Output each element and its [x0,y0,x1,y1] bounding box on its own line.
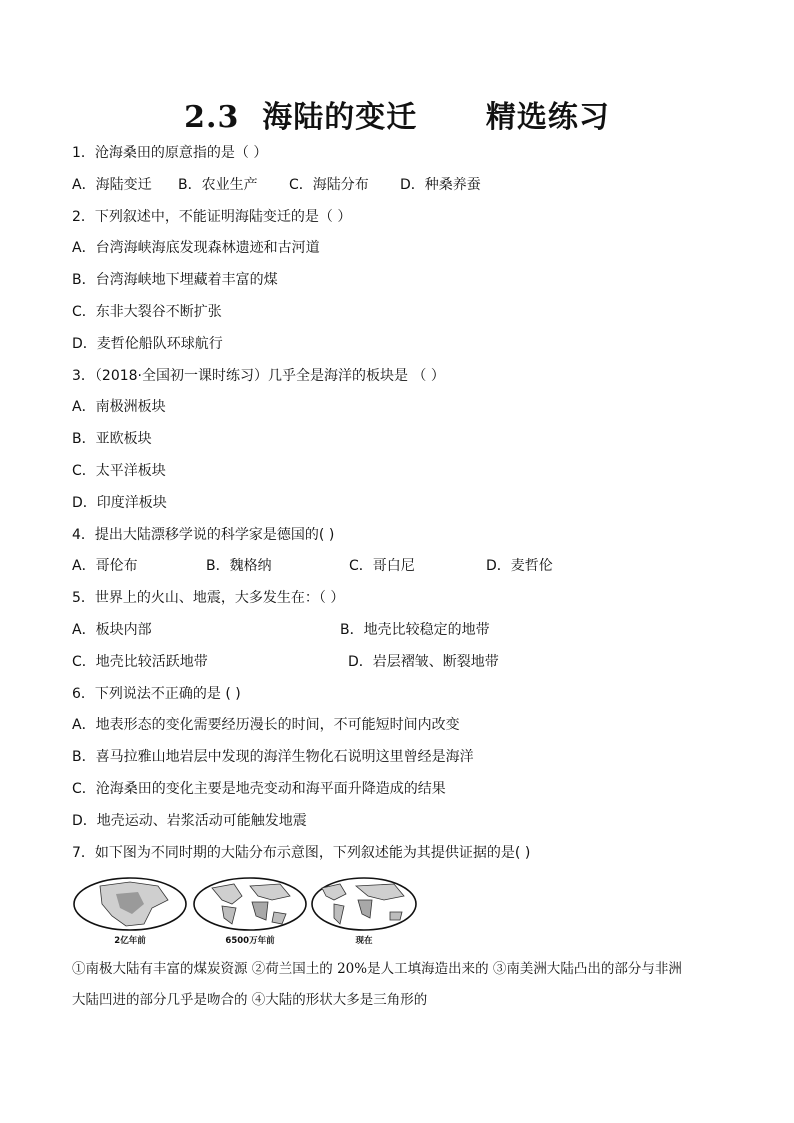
q6-option-b[interactable]: B．喜马拉雅山地岩层中发现的海洋生物化石说明这里曾经是海洋 [72,749,474,765]
q2-option-b[interactable]: B．台湾海峡地下埋藏着丰富的煤 [72,272,278,288]
q6-option-a[interactable]: A．地表形态的变化需要经历漫长的时间，不可能短时间内改变 [72,717,460,733]
map-200-million-years-ago [74,878,186,946]
q4-option-d[interactable]: D．麦哲伦 [486,558,553,574]
q3-stem: 3．（2018·全国初一课时练习）几乎全是海洋的板块是 （ ） [72,368,445,384]
map-65-million-years-ago [194,878,306,946]
q6-stem: 6．下列说法不正确的是 ( ) [72,686,241,702]
q3-option-d[interactable]: D．印度洋板块 [72,495,167,511]
q1-option-b[interactable]: B．农业生产 [178,177,258,193]
q7-statements-line1: ①南极大陆有丰富的煤炭资源 ②荷兰国土的 20%是人工填海造出来的 ③南美洲大陆凸出的部分与非洲 [72,961,682,977]
q2-stem: 2．下列叙述中，不能证明海陆变迁的是（ ） [72,209,352,225]
q7-stem: 7．如下图为不同时期的大陆分布示意图，下列叙述能为其提供证据的是( ) [72,845,531,861]
q2-option-a[interactable]: A．台湾海峡海底发现森林遗迹和古河道 [72,240,320,256]
q5-option-b[interactable]: B．地壳比较稳定的地带 [340,622,490,638]
map-label-2: 6500万年前 [225,936,275,946]
q5-option-a[interactable]: A．板块内部 [72,622,152,638]
map-label-1: 2亿年前 [114,936,146,946]
q2-option-d[interactable]: D．麦哲伦船队环球航行 [72,336,223,352]
q4-stem: 4．提出大陆漂移学说的科学家是德国的( ) [72,527,335,543]
q1-options [72,175,722,195]
q4-option-a[interactable]: A．哥伦布 [72,558,138,574]
q4-options [72,556,722,576]
q5-option-c[interactable]: C．地壳比较活跃地带 [72,654,208,670]
q4-option-c[interactable]: C．哥白尼 [349,558,415,574]
q3-option-b[interactable]: B．亚欧板块 [72,431,152,447]
q3-option-a[interactable]: A．南极洲板块 [72,399,166,415]
q3-option-c[interactable]: C．太平洋板块 [72,463,166,479]
q6-option-d[interactable]: D．地壳运动、岩浆活动可能触发地震 [72,813,307,829]
page-title: 2.3 海陆的变迁 精选练习 [184,100,610,135]
q7-statements-line2: 大陆凹进的部分几乎是吻合的 ④大陆的形状大多是三角形的 [72,992,428,1008]
q1-stem: 1．沧海桑田的原意指的是（ ） [72,145,268,161]
q2-option-c[interactable]: C．东非大裂谷不断扩张 [72,304,222,320]
q1-option-d[interactable]: D．种桑养蚕 [400,177,481,193]
map-label-3: 现在 [355,936,373,946]
continental-drift-maps [72,874,422,946]
q1-option-c[interactable]: C．海陆分布 [289,177,369,193]
q4-option-b[interactable]: B．魏格纳 [206,558,272,574]
q5-options-row2 [72,652,722,672]
q1-option-a[interactable]: A．海陆变迁 [72,177,152,193]
q5-option-d[interactable]: D．岩层褶皱、断裂地带 [348,654,499,670]
q5-options-row1 [72,620,722,640]
q5-stem: 5．世界上的火山、地震，大多发生在：（ ） [72,590,345,606]
map-present-day [312,878,416,946]
q6-option-c[interactable]: C．沧海桑田的变化主要是地壳变动和海平面升降造成的结果 [72,781,446,797]
